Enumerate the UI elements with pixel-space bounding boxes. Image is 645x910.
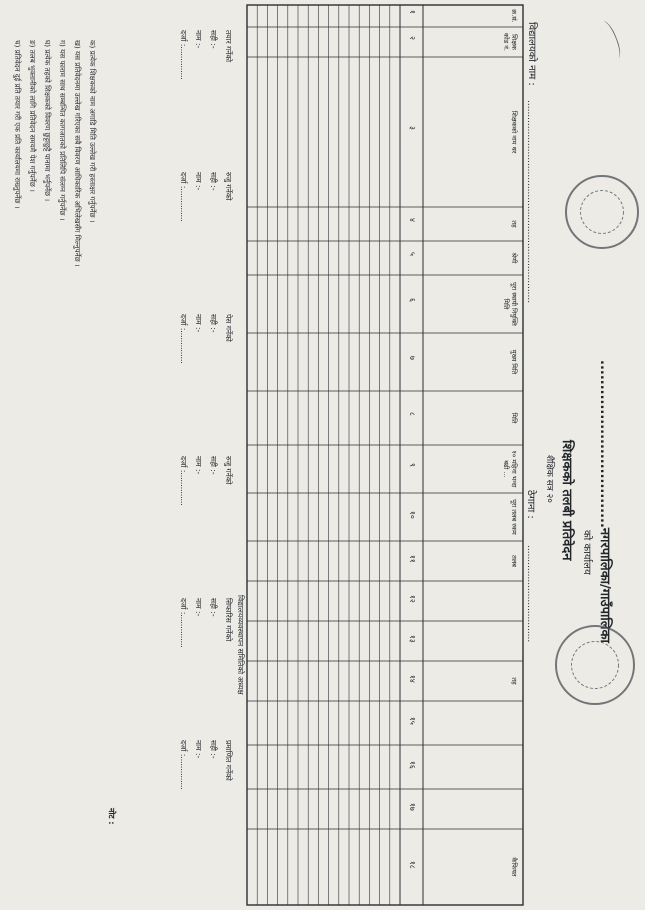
note-item: घ) प्रत्येक तहको शिक्षकको विवरण छुट्टाछुट्टै पानामा भर्नुपर्नेछ । xyxy=(43,40,52,202)
signature-title: पेस गर्नेको xyxy=(224,314,233,342)
note-item: ङ) तलब भुक्तानीको लागि प्रतिवेदन समयमै पेश गर्नुपर्नेछ । xyxy=(28,40,37,192)
column-header: मिति xyxy=(510,412,518,424)
column-number: १ xyxy=(408,10,417,14)
column-number: १२ xyxy=(408,595,417,603)
column-number: ७ xyxy=(408,356,417,360)
column-header: शिक्षकको नाम थर xyxy=(510,110,518,154)
academic-year: शैक्षिक सत्र २० xyxy=(544,455,554,503)
column-header: पूरा स्थायी नियुक्ति मिति xyxy=(502,282,518,326)
signature-designation: दर्जा :.............. xyxy=(179,314,188,364)
school-name-label: विद्यालयको नाम : xyxy=(526,22,537,86)
signature-title: सिफारिस गर्नेको xyxy=(224,598,233,642)
signature-name: नाम :- xyxy=(194,314,203,333)
note-item: ग) यस फाराम साथ सम्बन्धित कागजातको प्रतिलिपि संलग्न गर्नुपर्नेछ । xyxy=(58,40,67,221)
signature-name: नाम :- xyxy=(194,598,203,617)
signature-line: सही :- xyxy=(209,172,218,191)
signature-block xyxy=(173,30,233,155)
column-header: मुख्य मिति xyxy=(510,349,518,375)
column-number: ९ xyxy=(408,463,417,467)
signature-line: सही :- xyxy=(209,740,218,759)
note-item: ख) यस प्रतिवेदनमा उल्लेख गरिएका सबै विवरण आधिकारिक अभिलेखसँग मिल्नुपर्नेछ । xyxy=(73,40,82,267)
address-label: ठेगाना : xyxy=(525,490,536,519)
column-header: पूरा तलब रकम xyxy=(510,499,518,535)
address-dots: .................................. xyxy=(525,545,535,643)
column-header: तलब xyxy=(510,555,518,567)
signature-line: सही :- xyxy=(209,456,218,475)
signature-designation: दर्जा :.............. xyxy=(179,172,188,222)
municipality-title: ..................................नगरपालिका/गाउँपालिका xyxy=(597,360,612,643)
signature-designation: दर्जा :.............. xyxy=(179,740,188,790)
signature-title: प्रमाणित गर्नेको xyxy=(224,740,233,781)
signature-block xyxy=(173,314,233,439)
column-number: ४ xyxy=(408,218,417,222)
signature-line: सही :- xyxy=(209,598,218,617)
signature-designation: दर्जा :.............. xyxy=(179,598,188,648)
column-number: ८ xyxy=(408,412,417,416)
notes-label: नोट : xyxy=(107,808,116,825)
approval-heading: विद्यालयव्यवस्थापन समितिको अध्यक्ष xyxy=(236,595,245,695)
report-title: शिक्षकको तलबी प्रतिवेदन xyxy=(559,440,574,561)
column-header: तह xyxy=(510,220,518,228)
column-number: १६ xyxy=(408,761,417,769)
signature-designation: दर्जा :.............. xyxy=(179,30,188,80)
signature-name: नाम :- xyxy=(194,30,203,49)
column-number: १० xyxy=(408,511,417,519)
office-label: को कार्यालय xyxy=(581,530,592,575)
signature-name: नाम :- xyxy=(194,172,203,191)
signature-name: नाम :- xyxy=(194,740,203,759)
column-number: ६ xyxy=(408,298,417,302)
column-number: १३ xyxy=(408,635,417,643)
signature-title: रुजु गर्नेको xyxy=(224,456,233,485)
column-number: ११ xyxy=(408,555,417,563)
signature-block xyxy=(173,740,233,865)
note-item: क) प्रत्येक शिक्षकको नाम अगाडि मिति उल्लेख गरी हस्ताक्षर गर्नुपर्नेछ । xyxy=(88,40,97,223)
column-header: कैफियत xyxy=(510,857,518,877)
signature-block xyxy=(173,456,233,581)
signature-title: तयार गर्नेको xyxy=(224,30,233,63)
signature-name: नाम :- xyxy=(194,456,203,475)
signature-line: सही :- xyxy=(209,30,218,49)
signature-title: रुजु गर्नेको xyxy=(224,172,233,201)
column-number: १७ xyxy=(408,803,417,811)
column-header: श्रेणी xyxy=(510,252,518,264)
column-number: १५ xyxy=(408,717,417,725)
signature-block xyxy=(173,172,233,297)
signature-line: सही :- xyxy=(209,314,218,333)
column-number: ५ xyxy=(408,252,417,256)
column-number: २ xyxy=(408,36,417,40)
note-item: च) प्रतिवेदन दुई प्रति तयार गरी एक प्रति कार्यालयमा राख्नुपर्नेछ । xyxy=(13,40,22,209)
column-header: तह xyxy=(510,677,518,685)
column-header: १० महिना भन्दा बढी ... xyxy=(502,450,518,488)
column-number: १४ xyxy=(408,675,417,683)
school-name-dots: ....................................................................... xyxy=(525,100,535,304)
table-border xyxy=(247,5,523,905)
signature-block xyxy=(173,598,233,723)
signature-designation: दर्जा :.............. xyxy=(179,456,188,506)
column-number: १८ xyxy=(408,861,417,869)
column-header: क्र.सं. xyxy=(510,9,518,23)
column-number: ३ xyxy=(408,126,417,130)
column-header: शिक्षक कोड नं. xyxy=(502,33,518,51)
